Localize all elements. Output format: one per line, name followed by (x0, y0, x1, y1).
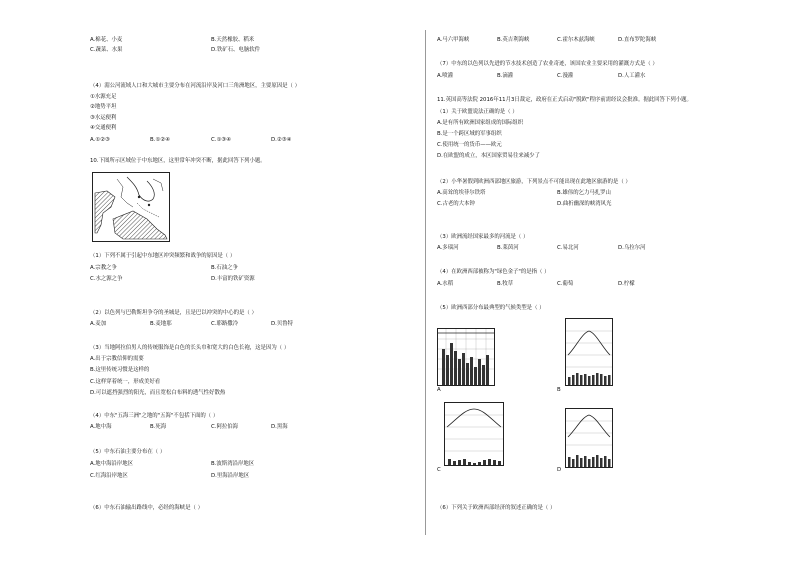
q1-option-b: B.石油之争 (211, 265, 238, 271)
q4-stem: （4）湄公河流域人口和大城市主要分布在河流沿岸及河口三角洲地区，主要原因是（ ） (90, 83, 300, 89)
r-q1-option-b: B.是一个跨区域的军事组织 (437, 131, 502, 137)
r-q4-stem: （4）在欧洲西部被称为"绿色金子"的是指（ ） (437, 269, 550, 275)
climate-label-d: D (557, 467, 562, 473)
r-q11-stem: 11.英国高等法院 2016年11月3日裁定，政府在正式启动"脱欧"程序前需经议会批准。据此回答下列小题。 (437, 97, 692, 103)
q4b-option-b: B.死海 (150, 424, 167, 430)
q5-option-d: D.里海沿岸地区 (211, 473, 250, 479)
q5-option-c: C.红海沿岸地区 (90, 473, 128, 479)
r-top-option-c: C.霍尔木兹海峡 (557, 37, 595, 43)
climate-label-c: C (437, 467, 441, 473)
q4-option-a: A.①②③ (90, 137, 110, 143)
top-option-a: A.棉花、小麦 (90, 37, 123, 43)
r-q1-stem: （1）关于欧盟说法正确的是（ ） (437, 109, 518, 115)
r-q2-option-a: A.高耸的埃菲尔铁塔 (437, 190, 486, 196)
q4-item-4: ④交通便利 (90, 125, 117, 131)
r-q2-option-d: D.曲折幽深的峡湾风光 (557, 201, 612, 207)
q4-option-c: C.①③④ (211, 137, 231, 143)
r-q2-option-c: C.古老的大本钟 (437, 201, 475, 207)
r-q4-option-c: C.葡萄 (557, 281, 574, 287)
r-q6-stem: （6）下列关于欧洲西部经济的叙述正确的是（ ） (437, 505, 556, 511)
r-q3-option-c: C.易北河 (557, 245, 579, 251)
q2-option-b: B.麦地那 (150, 321, 172, 327)
r-q7-option-a: A.喷灌 (437, 73, 454, 79)
r-q3-stem: （3）欧洲流经国家最多的河流是（ ） (437, 234, 529, 240)
q4b-option-c: C.阿拉伯海 (211, 424, 239, 430)
q4b-option-a: A.地中海 (90, 424, 112, 430)
climate-chart-a-graphic (438, 329, 494, 385)
middle-east-map (92, 172, 170, 242)
r-q7-option-b: B.滴灌 (497, 73, 514, 79)
r-q4-option-d: D.柠檬 (618, 281, 635, 287)
q6-stem: （6）中东石油输出路线中，必经的海峡是（ ） (90, 505, 203, 511)
q4b-stem: （4）中东"五海三洲"之地的"五海"不包括下面的（ ） (90, 413, 219, 419)
climate-label-b: B (557, 387, 561, 393)
r-q2-stem: （2）小华暑假到欧洲西部地区旅游，下列景点不可能出现在此地区旅游的是（ ） (437, 179, 631, 185)
q2-option-c: C.耶路撒冷 (211, 321, 239, 327)
r-q7-option-c: C.漫灌 (557, 73, 574, 79)
middle-east-map-image (93, 173, 169, 241)
r-q3-option-d: D.乌拉尔河 (618, 245, 646, 251)
q4-item-1: ①水源充足 (90, 94, 117, 100)
top-option-b: B.天然橡胶、稻米 (211, 37, 255, 43)
q5-option-a: A.地中海沿岸地区 (90, 461, 134, 467)
q1-option-d: D.丰富的铁矿资源 (211, 276, 255, 282)
climate-chart-d-graphic (566, 409, 612, 467)
q2-option-a: A.麦加 (90, 321, 107, 327)
top-option-d: D.铁矿石、电脑软件 (211, 47, 260, 53)
climate-chart-c (444, 402, 504, 466)
q2-stem: （2）以色列与巴勒斯坦争夺的圣城是，且是巴以冲突的中心的是（ ） (90, 310, 257, 316)
r-q4-option-a: A.水稻 (437, 281, 454, 287)
r-q2-option-b: B.雄伟的乞力马扎罗山 (557, 190, 611, 196)
q1-option-a: A.宗教之争 (90, 265, 117, 271)
r-q7-stem: （7）中东的以色列以先进的节水技术创造了农业奇迹，该国农业主要采用的灌溉方式是（ ） (437, 61, 658, 67)
q3-option-a: A.出于宗教信仰的需要 (90, 356, 144, 362)
column-divider (425, 30, 426, 535)
climate-label-a: A (437, 387, 441, 393)
r-top-option-a: A.马六甲海峡 (437, 37, 470, 43)
r-q4-option-b: B.牧草 (497, 281, 514, 287)
q4-option-d: D.②③④ (271, 137, 292, 143)
climate-chart-a (437, 328, 495, 386)
r-q1-option-a: A.是有所有欧洲国家组成的国际组织 (437, 120, 524, 126)
r-top-option-d: D.直布罗陀海峡 (618, 37, 657, 43)
q3-option-d: D.可以遮挡强烈的阳光，而且宽松白布料的透气性好散热 (90, 390, 226, 396)
q10-stem: 10.下图所示区域位于中东地区，这里常年冲突不断，据此回答下列小题。 (90, 158, 266, 164)
q5-stem: （5）中东石油主要分布在（ ） (90, 449, 166, 455)
top-option-c: C.蔬菜、水果 (90, 47, 123, 53)
q4b-option-d: D.黑海 (271, 424, 288, 430)
r-q5-stem: （5）欧洲西部分布最典型的气候类型是（ ） (437, 305, 545, 311)
r-q7-option-d: D.人工灌水 (618, 73, 646, 79)
climate-chart-b-graphic (566, 319, 612, 385)
q1-stem: （1）下列不属于引起中东地区冲突频繁和战争的原因是（ ） (90, 253, 236, 259)
r-q1-option-d: D.在欧盟的成立，本区国家贸易往来减少了 (437, 153, 540, 159)
q5-option-b: B.波斯湾沿岸地区 (211, 461, 255, 467)
r-top-option-b: B.英吉利海峡 (497, 37, 530, 43)
q2-option-d: D.贝鲁特 (271, 321, 294, 327)
q4-item-3: ③水运便利 (90, 115, 117, 121)
q4-item-2: ②地势平坦 (90, 104, 117, 110)
climate-chart-d (565, 408, 613, 468)
r-q3-option-b: B.莱茵河 (497, 245, 519, 251)
q3-option-c: C.这样穿着统一，形成美好看 (90, 379, 161, 385)
climate-chart-b (565, 318, 613, 386)
q1-option-c: C.水之源之争 (90, 276, 123, 282)
r-q3-option-a: A.多瑙河 (437, 245, 459, 251)
q3-stem: （3）当地阿拉伯男人的传统服饰是白色的长头巾和宽大的白色长袍，这是因为（ ） (90, 345, 290, 351)
q4-option-b: B.①②④ (150, 137, 170, 143)
climate-chart-c-graphic (445, 403, 503, 465)
q3-option-b: B.这里传统习惯是这样的 (90, 367, 150, 373)
r-q1-option-c: C.使用统一的货币——欧元 (437, 142, 502, 148)
